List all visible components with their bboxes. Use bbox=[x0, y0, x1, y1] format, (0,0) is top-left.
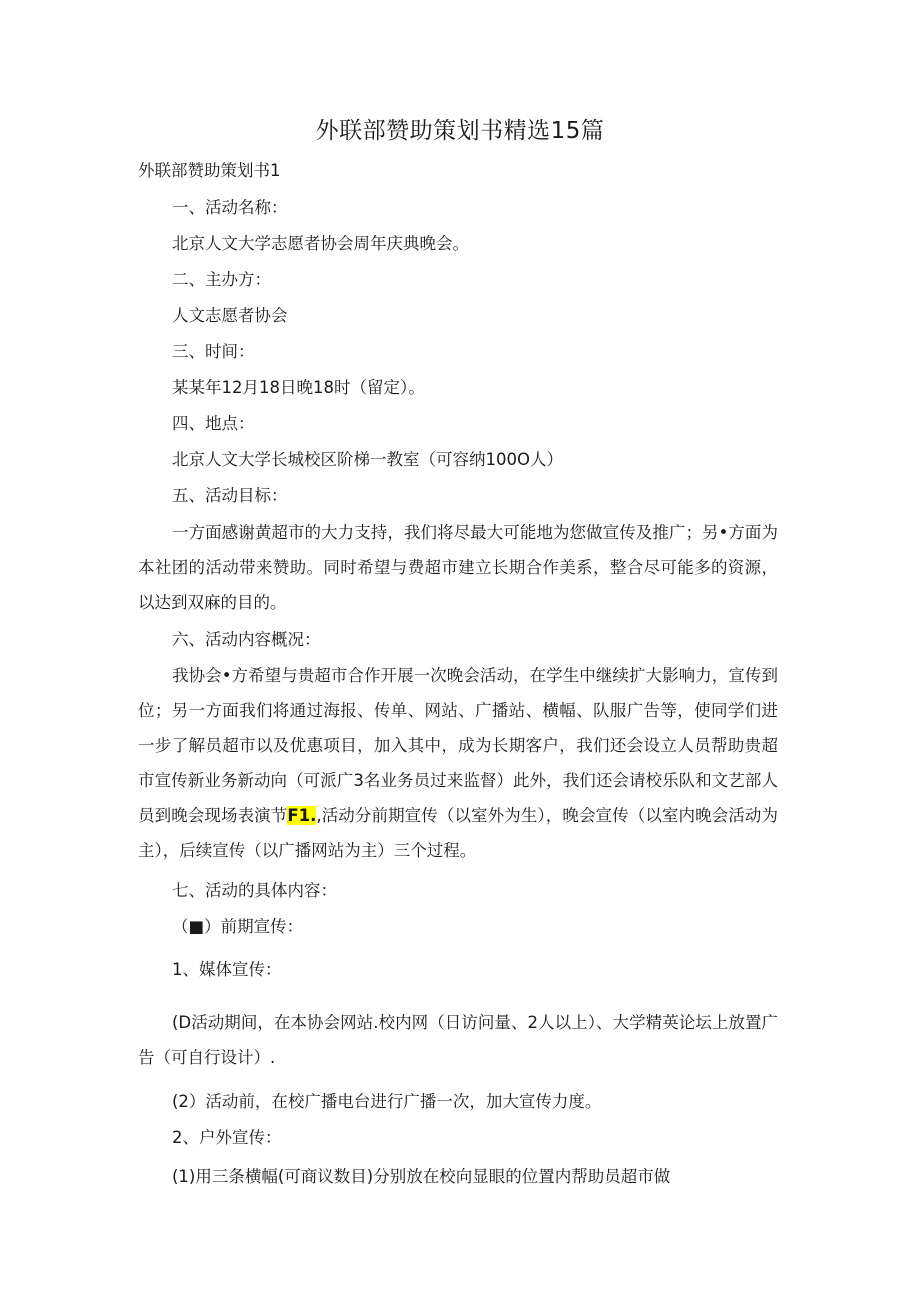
highlighted-text: F1. bbox=[287, 806, 317, 825]
section-paragraph: 一方面感谢黄超市的大力支持，我们将尽最大可能地为您做宣传及推广；另•方面为本社团的活动带来赞助。同时希望与费超市建立长期合作美系，整合尽可能多的资源，以达到双麻的目的。 bbox=[138, 523, 778, 612]
paragraph-text: 我协会•方希望与贵超市合作开展一次晚会活动，在学生中继续扩大影响力，宣传到位；另一方面我们将通过海报、传单、网站、广播站、横幅、队服广告等，使同学们进一步了解员超市以及优惠项目，加入其中，成为长期客户，我们还会设立人员帮助贵超市宣传新业务新动向（可派广3名业务员过来监督）此外，我们还会请校乐队和文艺部人员到晚会现场表演节 bbox=[138, 666, 778, 825]
paragraph-text: ,活动分前期宣传（以室外为生），晚会宣传（以室内晚会活动为主），后续宣传（以广播网站为主）三个过程。 bbox=[138, 806, 778, 860]
item-heading: 2、户外宣传： bbox=[172, 1128, 282, 1147]
section-body: 人文志愿者协会 bbox=[172, 306, 288, 325]
item-paragraph: (2）活动前，在校广播电台进行广播一次，加大宣传力度。 bbox=[172, 1092, 602, 1111]
item-paragraph: (D活动期间，在本协会网站.校内网（日访问量、2人以上）、大学精英论坛上放置广告（可自行设计）. bbox=[138, 1013, 778, 1067]
section-body: 某某年12月18日晚18时（留定）。 bbox=[172, 378, 425, 397]
item-paragraph: (1)用三条横幅(可商议数目)分别放在校向显眼的位置内帮助员超市做 bbox=[172, 1167, 671, 1186]
item-heading: 1、媒体宣传： bbox=[172, 960, 282, 979]
section-body: 北京人文大学长城校区阶梯一教室（可容纳100O人） bbox=[172, 450, 563, 469]
section-heading: 四、地点： bbox=[172, 414, 255, 433]
subsection-heading: （■）前期宣传： bbox=[172, 917, 304, 936]
section-heading: 七、活动的具体内容： bbox=[172, 881, 337, 900]
section-heading: 五、活动目标： bbox=[172, 486, 288, 505]
section-heading: 一、活动名称： bbox=[172, 198, 288, 217]
section-heading: 三、时间： bbox=[172, 342, 255, 361]
document-subtitle: 外联部赞助策划书1 bbox=[138, 161, 281, 180]
document-title: 外联部赞助策划书精选15篇 bbox=[315, 118, 605, 144]
section-heading: 二、主办方： bbox=[172, 270, 271, 289]
section-paragraph bbox=[138, 658, 778, 868]
section-heading: 六、活动内容概况： bbox=[172, 630, 321, 649]
section-body: 北京人文大学志愿者协会周年庆典晚会。 bbox=[172, 234, 469, 253]
